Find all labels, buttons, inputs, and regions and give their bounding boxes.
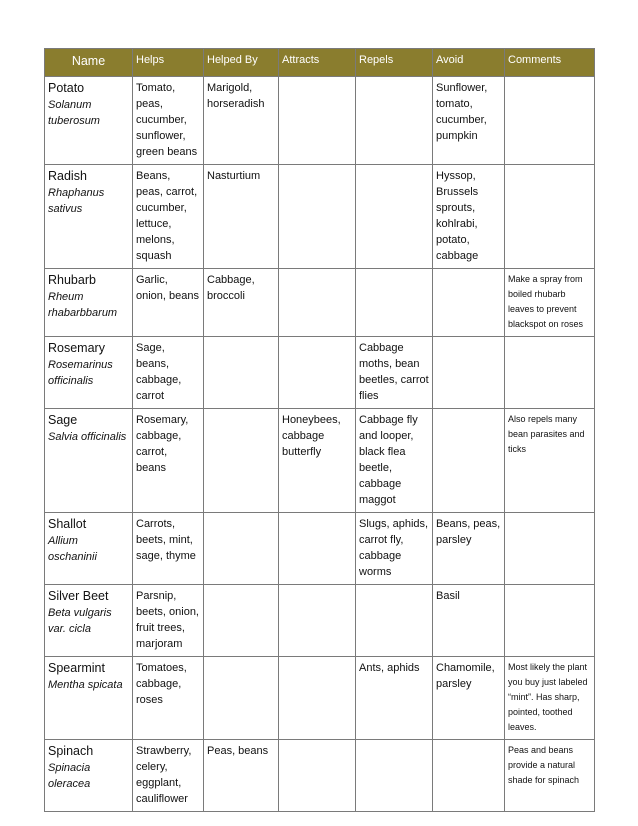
plant-scientific-name: Salvia officinalis bbox=[48, 431, 127, 443]
helps-cell: Carrots, beets, mint, sage, thyme bbox=[133, 513, 204, 585]
comments-cell bbox=[505, 165, 595, 269]
plant-common-name: Radish bbox=[48, 169, 87, 183]
col-header-avoid: Avoid bbox=[433, 49, 505, 77]
helps-cell: Sage, beans, cabbage, carrot bbox=[133, 337, 204, 409]
table-row bbox=[45, 165, 595, 269]
plant-common-name: Rosemary bbox=[48, 341, 105, 355]
attracts-cell bbox=[279, 77, 356, 165]
plant-name-cell bbox=[45, 165, 133, 269]
repels-cell: Slugs, aphids, carrot fly, cabbage worms bbox=[356, 513, 433, 585]
comments-cell: Peas and beans provide a natural shade for spinach bbox=[505, 740, 595, 812]
col-header-helps: Helps bbox=[133, 49, 204, 77]
plant-scientific-name: Spinacia oleracea bbox=[48, 762, 91, 790]
repels-cell: Ants, aphids bbox=[356, 657, 433, 740]
plant-common-name: Spearmint bbox=[48, 661, 105, 675]
repels-cell: Cabbage fly and looper, black flea beetle, cabbage maggot bbox=[356, 409, 433, 513]
table-row bbox=[45, 409, 595, 513]
plant-common-name: Spinach bbox=[48, 744, 94, 758]
repels-cell: Cabbage moths, bean beetles, carrot flies bbox=[356, 337, 433, 409]
attracts-cell bbox=[279, 269, 356, 337]
avoid-cell: Sunflower, tomato, cucumber, pumpkin bbox=[433, 77, 505, 165]
avoid-cell: Basil bbox=[433, 585, 505, 657]
helps-cell: Tomato, peas, cucumber, sunflower, green beans bbox=[133, 77, 204, 165]
plant-name-cell bbox=[45, 77, 133, 165]
plant-scientific-name: Solanum tuberosum bbox=[48, 99, 100, 127]
avoid-cell: Beans, peas, parsley bbox=[433, 513, 505, 585]
repels-cell bbox=[356, 77, 433, 165]
comments-cell: Most likely the plant you buy just labeled “mint”. Has sharp, pointed, toothed leaves. bbox=[505, 657, 595, 740]
attracts-cell bbox=[279, 513, 356, 585]
comments-cell bbox=[505, 585, 595, 657]
avoid-cell bbox=[433, 269, 505, 337]
repels-cell bbox=[356, 165, 433, 269]
helped-by-cell bbox=[204, 513, 279, 585]
table-row bbox=[45, 513, 595, 585]
attracts-cell bbox=[279, 585, 356, 657]
col-header-name: Name bbox=[45, 49, 133, 77]
plant-name-cell bbox=[45, 269, 133, 337]
helps-cell: Parsnip, beets, onion, fruit trees, marjoram bbox=[133, 585, 204, 657]
table-row bbox=[45, 269, 595, 337]
avoid-cell: Chamomile, parsley bbox=[433, 657, 505, 740]
col-header-comments: Comments bbox=[505, 49, 595, 77]
table-row bbox=[45, 740, 595, 812]
header-row bbox=[45, 49, 595, 77]
comments-cell bbox=[505, 337, 595, 409]
comments-cell bbox=[505, 513, 595, 585]
helped-by-cell: Nasturtium bbox=[204, 165, 279, 269]
helps-cell: Beans, peas, carrot, cucumber, lettuce, melons, squash bbox=[133, 165, 204, 269]
plant-name-cell bbox=[45, 740, 133, 812]
avoid-cell bbox=[433, 740, 505, 812]
helped-by-cell: Peas, beans bbox=[204, 740, 279, 812]
plant-scientific-name: Allium oschaninii bbox=[48, 535, 97, 563]
comments-cell bbox=[505, 77, 595, 165]
table-row bbox=[45, 77, 595, 165]
helps-cell: Strawberry, celery, eggplant, cauliflower bbox=[133, 740, 204, 812]
attracts-cell bbox=[279, 740, 356, 812]
helps-cell: Garlic, onion, beans bbox=[133, 269, 204, 337]
helped-by-cell bbox=[204, 585, 279, 657]
plant-name-cell bbox=[45, 513, 133, 585]
helped-by-cell bbox=[204, 657, 279, 740]
plant-common-name: Shallot bbox=[48, 517, 87, 531]
attracts-cell bbox=[279, 165, 356, 269]
repels-cell bbox=[356, 269, 433, 337]
plant-common-name: Silver Beet bbox=[48, 589, 109, 603]
comments-cell: Also repels many bean parasites and ticks bbox=[505, 409, 595, 513]
attracts-cell bbox=[279, 657, 356, 740]
helps-cell: Tomatoes, cabbage, roses bbox=[133, 657, 204, 740]
helped-by-cell bbox=[204, 409, 279, 513]
companion-planting-table bbox=[44, 48, 595, 812]
repels-cell bbox=[356, 740, 433, 812]
plant-name-cell bbox=[45, 337, 133, 409]
plant-name-cell bbox=[45, 657, 133, 740]
col-header-repels: Repels bbox=[356, 49, 433, 77]
plant-scientific-name: Beta vulgaris var. cicla bbox=[48, 607, 112, 635]
plant-scientific-name: Rosemarinus officinalis bbox=[48, 359, 113, 387]
plant-common-name: Sage bbox=[48, 413, 78, 427]
avoid-cell: Hyssop, Brussels sprouts, kohlrabi, potato, cabbage bbox=[433, 165, 505, 269]
table-row bbox=[45, 337, 595, 409]
helps-cell: Rosemary, cabbage, carrot, beans bbox=[133, 409, 204, 513]
helped-by-cell: Marigold, horseradish bbox=[204, 77, 279, 165]
avoid-cell bbox=[433, 337, 505, 409]
table-body bbox=[45, 77, 595, 812]
plant-scientific-name: Rheum rhabarbbarum bbox=[48, 291, 118, 319]
avoid-cell bbox=[433, 409, 505, 513]
helped-by-cell: Cabbage, broccoli bbox=[204, 269, 279, 337]
table-row bbox=[45, 657, 595, 740]
helped-by-cell bbox=[204, 337, 279, 409]
plant-name-cell bbox=[45, 585, 133, 657]
table-row bbox=[45, 585, 595, 657]
plant-scientific-name: Rhaphanus sativus bbox=[48, 187, 105, 215]
repels-cell bbox=[356, 585, 433, 657]
plant-common-name: Rhubarb bbox=[48, 273, 96, 287]
col-header-helped-by: Helped By bbox=[204, 49, 279, 77]
col-header-attracts: Attracts bbox=[279, 49, 356, 77]
plant-name-cell bbox=[45, 409, 133, 513]
attracts-cell: Honeybees, cabbage butterfly bbox=[279, 409, 356, 513]
plant-common-name: Potato bbox=[48, 81, 85, 95]
comments-cell: Make a spray from boiled rhubarb leaves to prevent blackspot on roses bbox=[505, 269, 595, 337]
plant-scientific-name: Mentha spicata bbox=[48, 679, 123, 691]
attracts-cell bbox=[279, 337, 356, 409]
